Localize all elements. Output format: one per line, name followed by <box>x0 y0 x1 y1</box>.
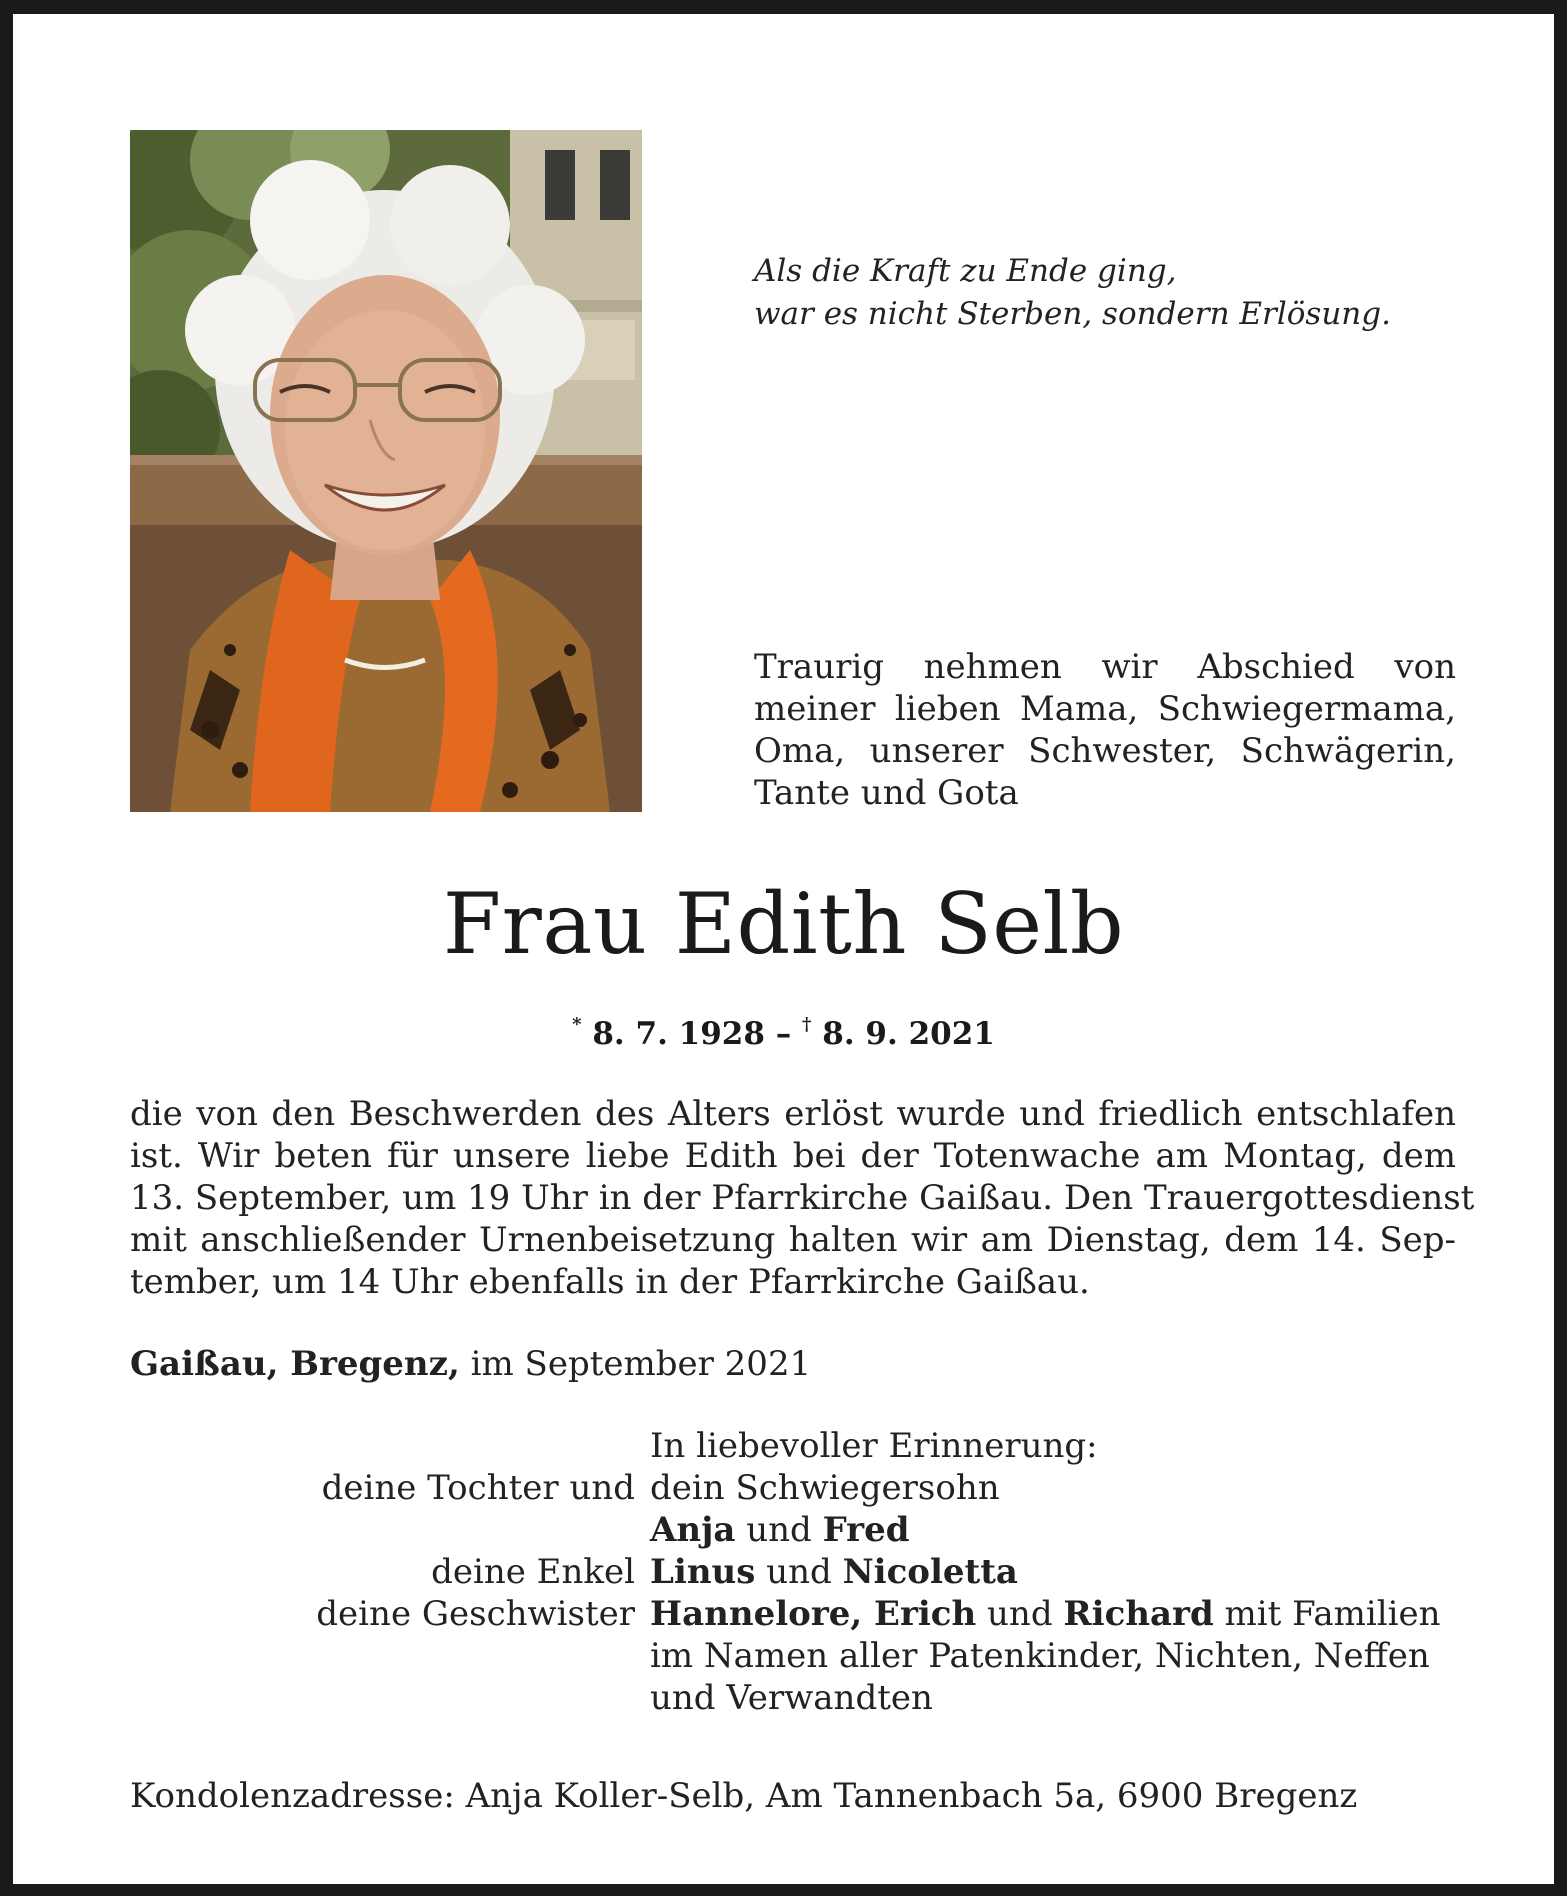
birth-symbol: * <box>572 1014 582 1035</box>
closing-line: und Verwandten <box>650 1678 933 1718</box>
date-line: im September 2021 <box>470 1344 812 1384</box>
place-and-date <box>130 1343 811 1385</box>
main-text-line: 13. September, um 19 Uhr in der Pfarrkirche Gaißau. Den Trauergottesdienst <box>130 1178 1475 1218</box>
intro-line: Oma, unserer Schwester, Schwägerin, <box>754 731 1456 771</box>
mourners-row-daughter-names <box>130 1509 1460 1551</box>
mourner-name: Fred <box>822 1510 910 1550</box>
relation-label: deine Tochter und <box>321 1468 635 1508</box>
mourner-name: Linus <box>650 1552 756 1592</box>
families-note: mit Familien <box>1224 1594 1441 1634</box>
date-separator: – <box>775 1016 792 1052</box>
intro-paragraph <box>754 646 1456 814</box>
mourner-name: Hannelore, Erich <box>650 1594 977 1634</box>
mourners-heading: In liebevoller Erinnerung: <box>650 1426 1098 1466</box>
main-text-line: mit anschließender Urnenbeisetzung halten wir am Dienstag, dem 14. Sep- <box>130 1220 1456 1260</box>
mourners-row-daughter <box>130 1467 1460 1509</box>
intro-line: Traurig nehmen wir Abschied von <box>754 647 1456 687</box>
mourners-row-siblings <box>130 1593 1460 1635</box>
closing-line: im Namen aller Patenkinder, Nichten, Neffen <box>650 1636 1430 1676</box>
main-text-line: ist. Wir beten für unsere liebe Edith bei der Totenwache am Montag, dem <box>130 1136 1456 1176</box>
mourner-name: Anja <box>650 1510 736 1550</box>
mourners-heading-row <box>130 1425 1460 1467</box>
intro-line: Tante und Gota <box>754 773 1019 813</box>
motto-quote <box>754 250 1391 336</box>
mourner-name: Nicoletta <box>842 1552 1018 1592</box>
portrait-photo <box>130 130 642 812</box>
death-date: 8. 9. 2021 <box>822 1016 995 1052</box>
main-text <box>130 1093 1475 1303</box>
conjunction: und <box>987 1594 1053 1634</box>
relation-label: deine Geschwister <box>316 1594 635 1634</box>
life-dates <box>13 1005 1554 1054</box>
motto-line-1: Als die Kraft zu Ende ging, <box>754 253 1177 289</box>
mourners-closing-row <box>130 1677 1460 1719</box>
relation-label: deine Enkel <box>431 1552 635 1592</box>
death-symbol: † <box>802 1014 812 1035</box>
conjunction: und <box>746 1510 812 1550</box>
mourners-list <box>130 1425 1460 1719</box>
intro-line: meiner lieben Mama, Schwiegermama, <box>754 689 1456 729</box>
mourner-name: Richard <box>1063 1594 1214 1634</box>
main-text-line: tember, um 14 Uhr ebenfalls in der Pfarrkirche Gaißau. <box>130 1262 1090 1302</box>
birth-date: 8. 7. 1928 <box>592 1016 765 1052</box>
deceased-name: Frau Edith Selb <box>442 875 1125 973</box>
mourners-closing-row <box>130 1635 1460 1677</box>
place-names: Gaißau, Bregenz, <box>130 1344 460 1384</box>
condolence-address: Kondolenzadresse: Anja Koller-Selb, Am Tannenbach 5a, 6900 Bregenz <box>130 1776 1358 1816</box>
main-text-line: die von den Beschwerden des Alters erlöst wurde und friedlich entschlafen <box>130 1094 1456 1134</box>
mourners-row-grandchildren <box>130 1551 1460 1593</box>
conjunction: und <box>766 1552 832 1592</box>
motto-line-2: war es nicht Sterben, sondern Erlösung. <box>754 296 1391 332</box>
relation-label: dein Schwiegersohn <box>650 1468 1000 1508</box>
